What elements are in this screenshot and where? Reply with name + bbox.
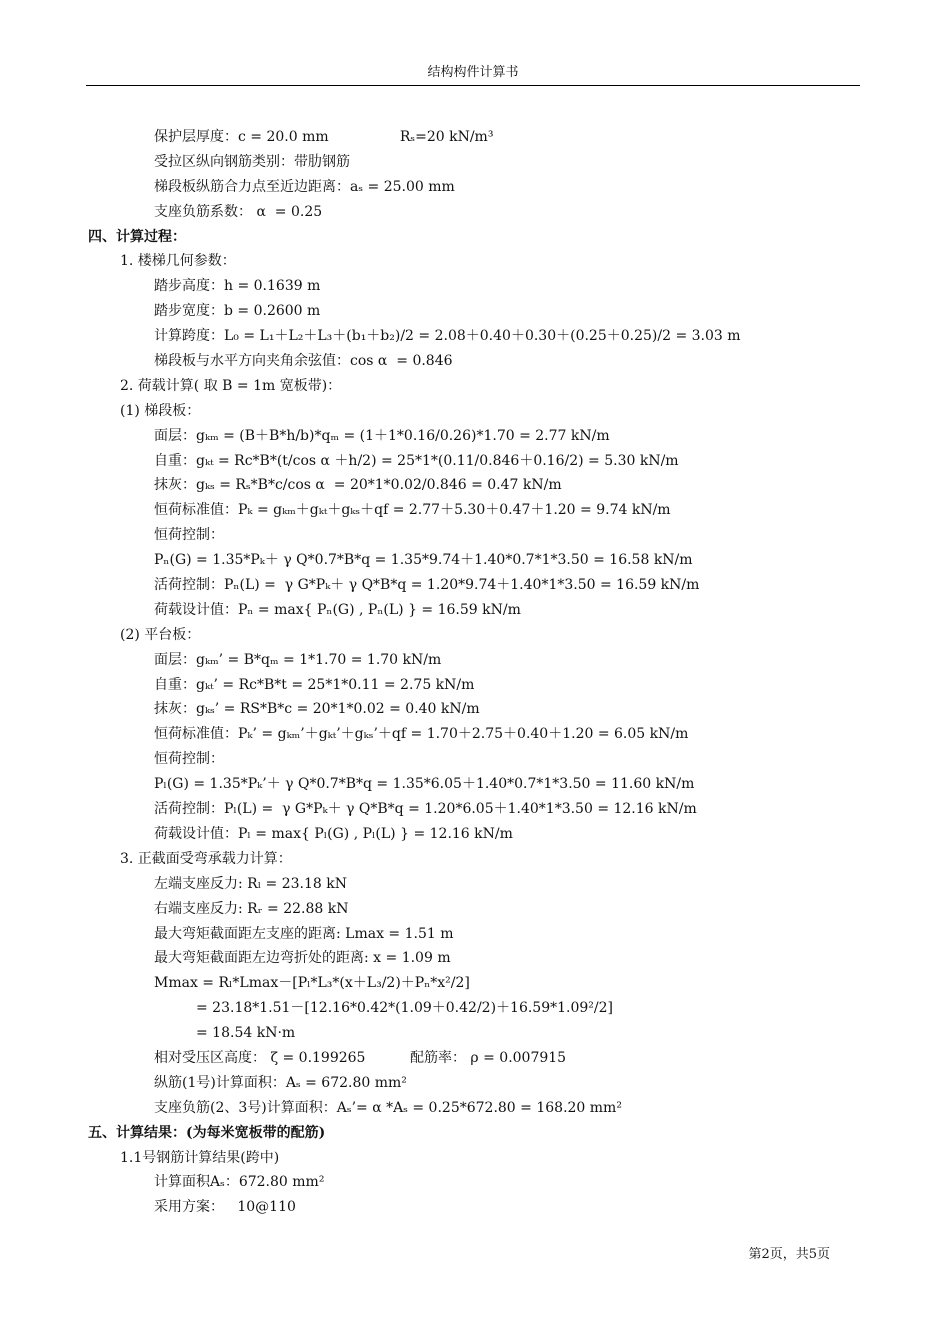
text-line: 1.1号钢筋计算结果(跨中)	[120, 1149, 280, 1166]
page-number: 第2页，共5页	[748, 1247, 830, 1262]
text-line: 受拉区纵向钢筋类别：带肋钢筋	[154, 153, 350, 170]
text-line: 计算跨度：L₀ = L₁＋L₂＋L₃＋(b₁＋b₂)/2 = 2.08＋0.40＋0.30＋(0.25＋0.25)/2 = 3.03 m	[154, 328, 741, 345]
text-line: 最大弯矩截面距左支座的距离: Lmax = 1.51 m	[154, 925, 454, 942]
text-line: 右端支座反力: Rᵣ = 22.88 kN	[154, 900, 349, 917]
text-line: 面层：gₖₘ’ = B*qₘ = 1*1.70 = 1.70 kN/m	[154, 651, 442, 668]
text-line: 支座负筋(2、3号)计算面积：Aₛ’= α *Aₛ = 0.25*672.80 = 168.20 mm²	[154, 1099, 622, 1116]
text-line: 纵筋(1号)计算面积：Aₛ = 672.80 mm²	[154, 1074, 407, 1091]
text-line: 最大弯矩截面距左边弯折处的距离: x = 1.09 m	[154, 950, 451, 967]
text-line: 梯段板纵筋合力点至近边距离：aₛ = 25.00 mm	[154, 178, 455, 195]
text-line: Pₙ(G) = 1.35*Pₖ＋ γ Q*0.7*B*q = 1.35*9.74＋1.40*0.7*1*3.50 = 16.58 kN/m	[154, 552, 693, 569]
text-line: 荷载设计值：Pₙ = max{ Pₙ(G) , Pₙ(L) } = 16.59 kN/m	[154, 601, 521, 618]
text-line: (1) 梯段板：	[120, 402, 201, 419]
text-line: 荷载设计值：Pₗ = max{ Pₗ(G) , Pₗ(L) } = 12.16 kN/m	[154, 825, 513, 842]
text-line: 采用方案： 10@110	[154, 1199, 296, 1216]
text-line: 支座负筋系数： α = 0.25	[154, 203, 323, 220]
text-line: 面层：gₖₘ = (B＋B*h/b)*qₘ = (1＋1*0.16/0.26)*1.70 = 2.77 kN/m	[154, 427, 610, 444]
text-line: 活荷控制：Pₗ(L) = γ G*Pₖ＋ γ Q*B*q = 1.20*6.05＋1.40*1*3.50 = 12.16 kN/m	[154, 801, 697, 818]
text-line: = 23.18*1.51－[12.16*0.42*(1.09＋0.42/2)＋16.59*1.09²/2]	[196, 1000, 613, 1017]
text-line: 恒荷控制：	[154, 527, 224, 544]
text-line: 活荷控制：Pₙ(L) = γ G*Pₖ＋ γ Q*B*q = 1.20*9.74＋1.40*1*3.50 = 16.59 kN/m	[154, 577, 700, 594]
text-line: 踏步高度：h = 0.1639 m	[154, 278, 321, 295]
text-line: 计算面积Aₛ：672.80 mm²	[154, 1174, 325, 1191]
text-line: 恒荷控制：	[154, 751, 224, 768]
page-header-title: 结构构件计算书	[427, 65, 519, 80]
text-line: 抹灰：gₖₛ’ = RS*B*c = 20*1*0.02 = 0.40 kN/m	[154, 701, 480, 718]
text-line: = 18.54 kN·m	[196, 1025, 296, 1042]
text-line: 踏步宽度：b = 0.2600 m	[154, 303, 321, 320]
document-body	[0, 125, 950, 1220]
text-line: 左端支座反力: Rₗ = 23.18 kN	[154, 875, 347, 892]
text-line: 梯段板与水平方向夹角余弦值：cos α = 0.846	[154, 353, 453, 370]
header-rule	[86, 85, 860, 86]
text-line: Mmax = Rₗ*Lmax－[Pₗ*L₃*(x＋L₃/2)＋Pₙ*x²/2]	[154, 975, 470, 992]
section-heading: 四、计算过程：	[88, 228, 186, 245]
text-line: 相对受压区高度： ζ = 0.199265 配筋率： ρ = 0.007915	[154, 1049, 567, 1066]
section-heading: 五、计算结果：(为每米宽板带的配筋)	[88, 1124, 326, 1141]
text-line: (2) 平台板：	[120, 626, 201, 643]
text-line: 恒荷标准值：Pₖ = gₖₘ＋gₖₜ＋gₖₛ＋qf = 2.77＋5.30＋0.47＋1.20 = 9.74 kN/m	[154, 502, 671, 519]
text-line: 1. 楼梯几何参数：	[120, 253, 236, 270]
text-line: 保护层厚度：c = 20.0 mm Rₛ=20 kN/m³	[154, 129, 494, 145]
text-line: 3. 正截面受弯承载力计算：	[120, 850, 292, 867]
text-line: 自重：gₖₜ’ = Rc*B*t = 25*1*0.11 = 2.75 kN/m	[154, 676, 475, 693]
text-line: 恒荷标准值：Pₖ’ = gₖₘ’＋gₖₜ’＋gₖₛ’＋qf = 1.70＋2.75＋0.40＋1.20 = 6.05 kN/m	[154, 726, 689, 743]
text-line: 2. 荷载计算( 取 B = 1m 宽板带)：	[120, 377, 342, 394]
text-line: 抹灰：gₖₛ = Rₛ*B*c/cos α = 20*1*0.02/0.846 = 0.47 kN/m	[154, 477, 562, 494]
text-line: Pₗ(G) = 1.35*Pₖ’＋ γ Q*0.7*B*q = 1.35*6.05＋1.40*0.7*1*3.50 = 11.60 kN/m	[154, 776, 695, 793]
text-line: 自重：gₖₜ = Rc*B*(t/cos α ＋h/2) = 25*1*(0.11/0.846＋0.16/2) = 5.30 kN/m	[154, 452, 679, 469]
